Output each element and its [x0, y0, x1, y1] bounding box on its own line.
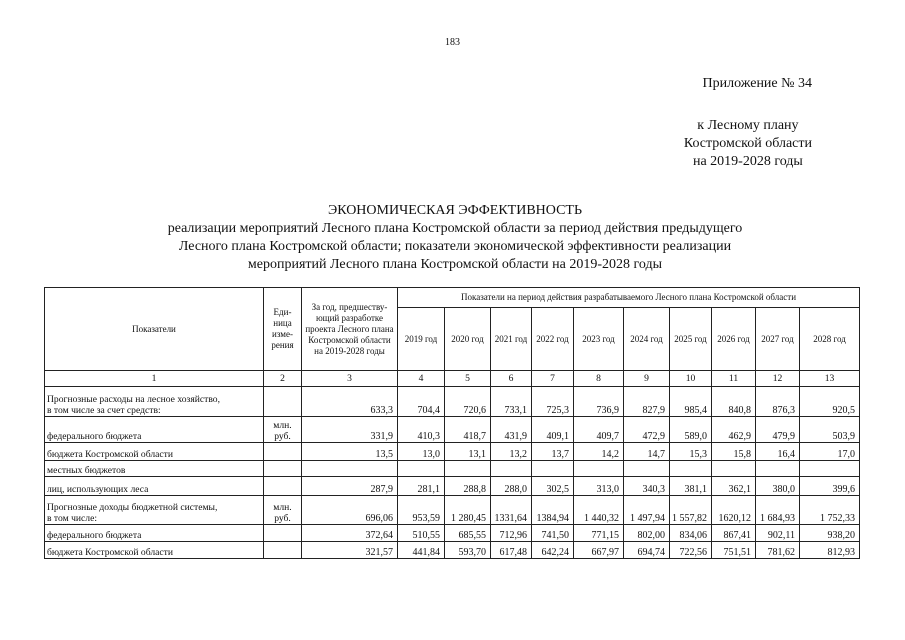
row-unit	[264, 387, 302, 417]
header-year: 2021 год	[491, 308, 532, 371]
header-year: 2019 год	[398, 308, 445, 371]
value-cell	[302, 461, 398, 477]
document-title	[120, 202, 790, 274]
value-cell: 380,0	[756, 477, 800, 496]
value-cell: 418,7	[445, 417, 491, 443]
value-cell: 985,4	[670, 387, 712, 417]
header-year: 2024 год	[624, 308, 670, 371]
value-cell: 399,6	[800, 477, 860, 496]
value-cell: 704,4	[398, 387, 445, 417]
value-cell: 1620,12	[712, 496, 756, 525]
row-unit	[264, 443, 302, 461]
title-line-3: Лесного плана Костромской области; показатели экономической эффективности реализации	[178, 239, 732, 254]
column-index-row	[45, 371, 860, 387]
value-cell	[398, 461, 445, 477]
value-cell: 14,7	[624, 443, 670, 461]
value-cell: 720,6	[445, 387, 491, 417]
value-cell: 834,06	[670, 525, 712, 542]
value-cell: 685,55	[445, 525, 491, 542]
value-cell: 441,84	[398, 542, 445, 559]
value-cell: 472,9	[624, 417, 670, 443]
value-cell: 462,9	[712, 417, 756, 443]
value-cell: 938,20	[800, 525, 860, 542]
index-cell: 10	[670, 371, 712, 387]
value-cell: 340,3	[624, 477, 670, 496]
row-label-line: в том числе за счет средств:	[47, 405, 161, 416]
row-label-line: Прогнозные доходы бюджетной системы,	[47, 502, 218, 513]
row-label-line: бюджета Костромской области	[47, 547, 174, 558]
row-label-line: в том числе:	[47, 513, 98, 524]
row-label	[45, 387, 264, 417]
header-year: 2022 год	[532, 308, 574, 371]
value-cell: 313,0	[574, 477, 624, 496]
row-label	[45, 542, 264, 559]
row-label	[45, 417, 264, 443]
index-cell: 13	[800, 371, 860, 387]
header-year: 2023 год	[574, 308, 624, 371]
value-cell: 1 280,45	[445, 496, 491, 525]
table-row	[45, 387, 860, 417]
index-cell: 8	[574, 371, 624, 387]
value-cell: 781,62	[756, 542, 800, 559]
value-cell: 1384,94	[532, 496, 574, 525]
value-cell: 667,97	[574, 542, 624, 559]
value-cell: 589,0	[670, 417, 712, 443]
row-unit: млн. руб.	[264, 496, 302, 525]
value-cell: 13,1	[445, 443, 491, 461]
value-cell: 867,41	[712, 525, 756, 542]
value-cell: 302,5	[532, 477, 574, 496]
table-row	[45, 525, 860, 542]
row-label-line: Прогнозные расходы на лесное хозяйство,	[47, 394, 220, 405]
value-cell: 1 684,93	[756, 496, 800, 525]
value-cell: 479,9	[756, 417, 800, 443]
index-cell: 4	[398, 371, 445, 387]
row-unit	[264, 525, 302, 542]
value-cell: 633,3	[302, 387, 398, 417]
value-cell: 1 557,82	[670, 496, 712, 525]
value-cell: 372,64	[302, 525, 398, 542]
row-label	[45, 496, 264, 525]
value-cell: 696,06	[302, 496, 398, 525]
value-cell	[670, 461, 712, 477]
value-cell: 410,3	[398, 417, 445, 443]
value-cell: 381,1	[670, 477, 712, 496]
header-period-group: Показатели на период действия разрабатываемого Лесного плана Костромской области	[398, 288, 860, 308]
value-cell	[756, 461, 800, 477]
value-cell: 593,70	[445, 542, 491, 559]
value-cell: 712,96	[491, 525, 532, 542]
value-cell	[800, 461, 860, 477]
value-cell: 694,74	[624, 542, 670, 559]
row-label-line: федерального бюджета	[47, 431, 142, 442]
value-cell: 741,50	[532, 525, 574, 542]
index-cell: 3	[302, 371, 398, 387]
value-cell: 827,9	[624, 387, 670, 417]
value-cell: 812,93	[800, 542, 860, 559]
row-label	[45, 525, 264, 542]
row-label	[45, 477, 264, 496]
index-cell: 9	[624, 371, 670, 387]
value-cell: 1 440,32	[574, 496, 624, 525]
value-cell: 840,8	[712, 387, 756, 417]
index-cell: 5	[445, 371, 491, 387]
index-cell: 1	[45, 371, 264, 387]
value-cell: 503,9	[800, 417, 860, 443]
value-cell: 16,4	[756, 443, 800, 461]
table-row	[45, 417, 860, 443]
table-row	[45, 443, 860, 461]
value-cell: 15,3	[670, 443, 712, 461]
header-indicators: Показатели	[45, 288, 264, 371]
header-year: 2027 год	[756, 308, 800, 371]
value-cell: 953,59	[398, 496, 445, 525]
row-label-line: лиц, использующих леса	[47, 484, 149, 495]
row-label-line: местных бюджетов	[47, 465, 126, 476]
table-row	[45, 496, 860, 525]
value-cell	[491, 461, 532, 477]
value-cell: 1 497,94	[624, 496, 670, 525]
appendix-line-2: Костромской области	[683, 136, 812, 151]
value-cell: 409,1	[532, 417, 574, 443]
row-label	[45, 461, 264, 477]
index-cell: 12	[756, 371, 800, 387]
value-cell	[712, 461, 756, 477]
value-cell: 751,51	[712, 542, 756, 559]
value-cell: 14,2	[574, 443, 624, 461]
header-year: 2020 год	[445, 308, 491, 371]
value-cell: 15,8	[712, 443, 756, 461]
index-cell: 6	[491, 371, 532, 387]
value-cell: 362,1	[712, 477, 756, 496]
value-cell: 13,2	[491, 443, 532, 461]
value-cell: 288,0	[491, 477, 532, 496]
title-line-2: реализации мероприятий Лесного плана Костромской области за период действия предыдущего	[167, 221, 743, 236]
header-unit: Еди-ница изме-рения	[264, 288, 302, 371]
value-cell: 409,7	[574, 417, 624, 443]
value-cell: 13,5	[302, 443, 398, 461]
value-cell: 287,9	[302, 477, 398, 496]
index-cell: 11	[712, 371, 756, 387]
value-cell: 321,57	[302, 542, 398, 559]
value-cell	[624, 461, 670, 477]
row-unit	[264, 477, 302, 496]
header-year: 2025 год	[670, 308, 712, 371]
value-cell: 1331,64	[491, 496, 532, 525]
header-year: 2028 год	[800, 308, 860, 371]
row-label	[45, 443, 264, 461]
table-row	[45, 477, 860, 496]
value-cell: 288,8	[445, 477, 491, 496]
header-prev-period: За год, предшеству-ющий разработке проекта Лесного плана Костромской области на 2019-2028 годы	[302, 288, 398, 371]
value-cell: 13,0	[398, 443, 445, 461]
value-cell: 722,56	[670, 542, 712, 559]
value-cell: 17,0	[800, 443, 860, 461]
value-cell: 802,00	[624, 525, 670, 542]
row-unit	[264, 542, 302, 559]
appendix-line-1: к Лесному плану	[697, 118, 799, 133]
value-cell: 1 752,33	[800, 496, 860, 525]
value-cell: 736,9	[574, 387, 624, 417]
value-cell	[532, 461, 574, 477]
value-cell: 510,55	[398, 525, 445, 542]
row-unit: млн. руб.	[264, 417, 302, 443]
value-cell: 902,11	[756, 525, 800, 542]
value-cell: 876,3	[756, 387, 800, 417]
value-cell: 642,24	[532, 542, 574, 559]
index-cell: 2	[264, 371, 302, 387]
value-cell: 920,5	[800, 387, 860, 417]
appendix-line-3: на 2019-2028 годы	[692, 154, 803, 169]
table-row	[45, 461, 860, 477]
table-row	[45, 542, 860, 559]
value-cell: 331,9	[302, 417, 398, 443]
value-cell	[574, 461, 624, 477]
value-cell: 733,1	[491, 387, 532, 417]
index-cell: 7	[532, 371, 574, 387]
value-cell: 13,7	[532, 443, 574, 461]
header-year: 2026 год	[712, 308, 756, 371]
value-cell: 617,48	[491, 542, 532, 559]
row-label-line: федерального бюджета	[47, 530, 142, 541]
row-unit	[264, 461, 302, 477]
value-cell	[445, 461, 491, 477]
page-number: 183	[445, 37, 460, 48]
value-cell: 431,9	[491, 417, 532, 443]
appendix-reference	[684, 117, 812, 171]
efficiency-table	[44, 287, 860, 559]
appendix-title: Приложение № 34	[702, 76, 812, 91]
row-label-line: бюджета Костромской области	[47, 449, 174, 460]
value-cell: 771,15	[574, 525, 624, 542]
title-line-4: мероприятий Лесного плана Костромской области на 2019-2028 годы	[247, 257, 663, 272]
value-cell: 281,1	[398, 477, 445, 496]
value-cell: 725,3	[532, 387, 574, 417]
title-line-1: ЭКОНОМИЧЕСКАЯ ЭФФЕКТИВНОСТЬ	[327, 203, 583, 218]
